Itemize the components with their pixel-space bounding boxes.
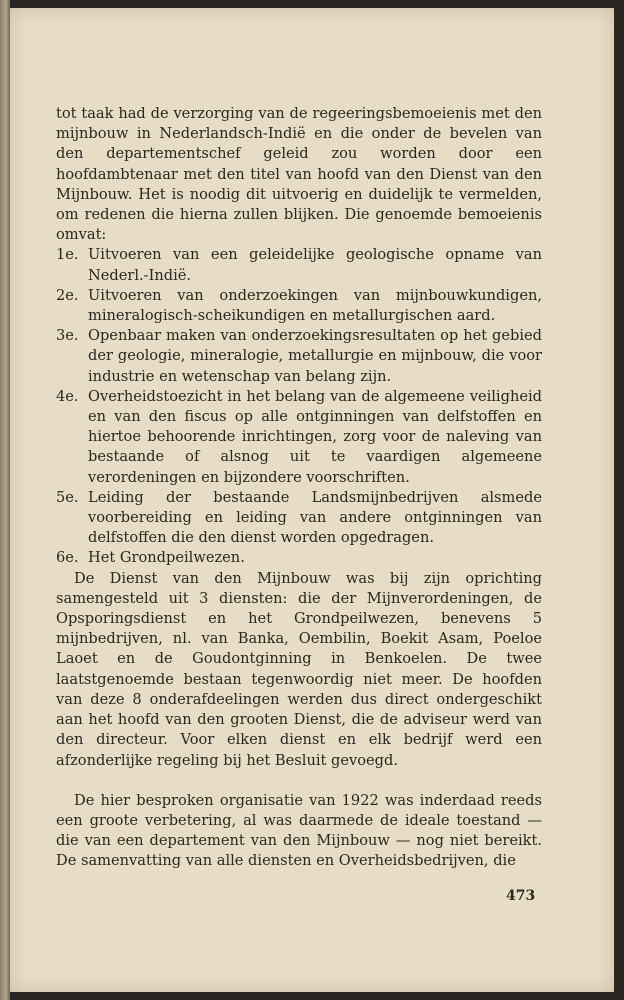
list-item xyxy=(56,387,542,488)
list-item-number: 3e. xyxy=(56,327,79,345)
list-item-text: Leiding der bestaande Landsmijnbedrijven alsmede voorbereiding en leiding van andere ontginningen van delfstoffen die den dienst worden opgedragen. xyxy=(88,488,542,547)
paragraph-gap xyxy=(56,771,542,791)
body-text xyxy=(56,104,542,872)
paragraph-dienst: De Dienst van den Mijnbouw was bij zijn oprichting samengesteld uit 3 diensten: die der Mijnverordeningen, de Opsporingsdienst en het Grondpeilwezen, benevens 5 mijnbedrijven, nl. van Banka, Oembilin, Boekit Asam, Poeloe Laoet en de Goudontginning in Benkoelen. De twee laatstgenoemde bestaan tegenwoordig niet meer. De hoofden van deze 8 onderafdeelingen werden dus direct ondergeschikt aan het hoofd van den grooten Dienst, die de adviseur werd van den directeur. Voor elken dienst en elk bedrijf werd een afzonderlijke regeling bij het Besluit gevoegd. xyxy=(56,569,542,769)
list-item xyxy=(56,286,542,326)
book-page xyxy=(10,8,614,992)
list-item-text: Het Grondpeilwezen. xyxy=(88,549,245,567)
book-spine xyxy=(0,0,10,1000)
list-item-text: Uitvoeren van een geleidelijke geologische opname van Nederl.-Indië. xyxy=(88,246,542,284)
list-item-number: 6e. xyxy=(56,549,79,567)
list-item-text: Openbaar maken van onderzoekingsresultaten op het gebied der geologie, mineralogie, metallurgie en mijnbouw, die voor industrie en wetenschap van belang zijn. xyxy=(88,327,542,385)
list-item xyxy=(56,326,542,387)
intro-paragraph: tot taak had de verzorging van de regeeringsbemoeienis met den mijnbouw in Nederlandsch-Indië en die onder de bevelen van den departementschef geleid zou worden door een hoofdambtenaar met den titel van hoofd van den Dienst van den Mijnbouw. Het is noodig dit uitvoerig en duidelijk te vermelden, om redenen die hierna zullen blijken. Die genoemde bemoeienis omvat: xyxy=(56,105,542,244)
paragraph-organisatie: De hier besproken organisatie van 1922 was inderdaad reeds een groote verbetering, al was daarmede de ideale toestand — die van een departement van den Mijnbouw — nog niet bereikt. De samenvatting van alle diensten en Overheidsbedrijven, die xyxy=(56,791,542,870)
page-number: 473 xyxy=(506,888,536,904)
list-item-text: Uitvoeren van onderzoekingen van mijnbouwkundigen, mineralogisch-scheikundigen en metallurgischen aard. xyxy=(88,286,542,325)
list-item xyxy=(56,245,542,285)
list-item-number: 5e. xyxy=(56,488,79,506)
list-item xyxy=(56,548,542,568)
task-list xyxy=(56,245,542,568)
list-item-text: Overheidstoezicht in het belang van de algemeene veiligheid en van den fiscus op alle ontginningen van delfstoffen en hiertoe behoorende inrichtingen, zorg voor de naleving van bestaande of alsnog uit te vaardigen algemeene verordeningen en bijzondere voorschriften. xyxy=(88,387,542,486)
list-item-number: 1e. xyxy=(56,246,79,264)
list-item-number: 4e. xyxy=(56,387,79,405)
list-item-number: 2e. xyxy=(56,286,79,304)
list-item xyxy=(56,488,542,549)
